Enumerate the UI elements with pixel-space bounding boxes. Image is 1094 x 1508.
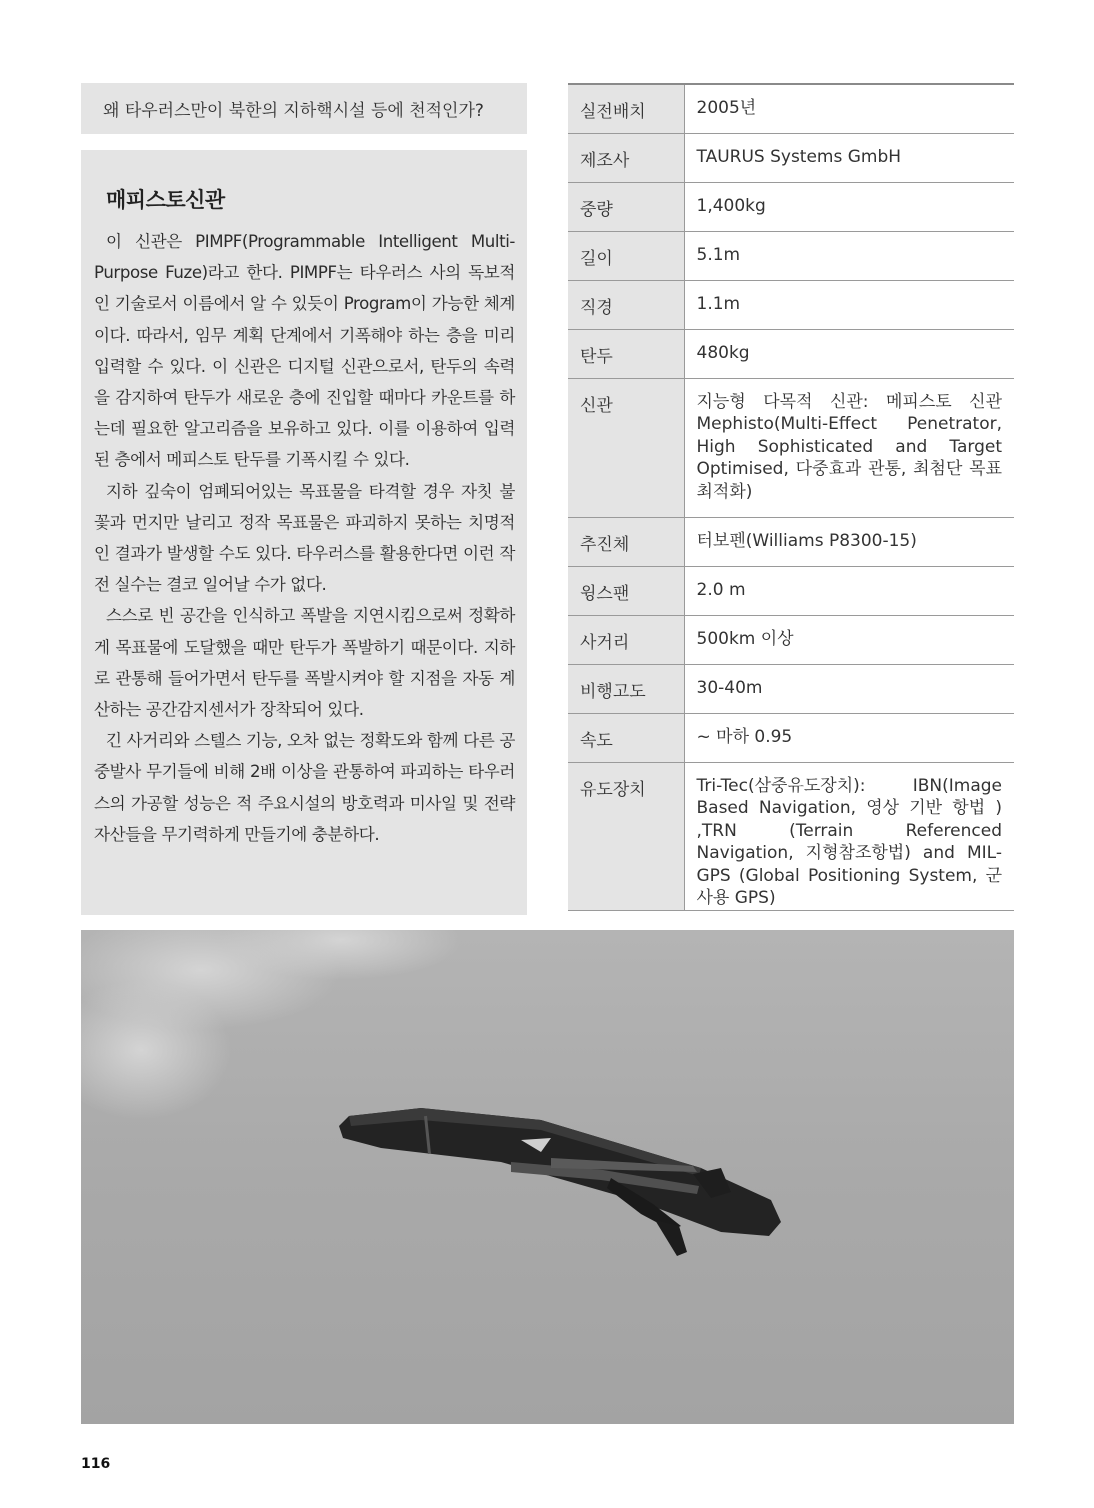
spec-row: [568, 231, 1014, 280]
spec-row: [568, 762, 1014, 910]
missile: [339, 1108, 781, 1256]
spec-label: 신관: [568, 378, 684, 517]
spec-row: [568, 517, 1014, 566]
spec-label: 길이: [568, 231, 684, 280]
spec-row: [568, 133, 1014, 182]
spec-value: Tri-Tec(삼중유도장치): IBN(Image Based Navigation, 영상 기반 항법 ) ,TRN (Terrain Referenced Navigation, 지형참조항법) and MIL-GPS (Global Positioning System, 군사용 GPS): [684, 762, 1014, 910]
article-paragraph: 이 신관은 PIMPF(Programmable Intelligent Multi-Purpose Fuze)라고 한다. PIMPF는 타우러스 사의 독보적인 기술로서 이름에서 알 수 있듯이 Program이 가능한 체계이다. 따라서, 임무 계획 단계에서 기폭해야 하는 층을 미리 입력할 수 있다. 이 신관은 디지털 신관으로서, 탄두의 속력을 감지하여 탄두가 새로운 층에 진입할 때마다 카운트를 하는데 필요한 알고리즘을 보유하고 있다. 이를 이용하여 입력된 층에서 메피스토 탄두를 기폭시킬 수 있다.: [94, 232, 515, 470]
article-title: 매피스토신관: [106, 188, 225, 212]
spec-value: 2005년: [684, 84, 1014, 133]
spec-label: 윙스팬: [568, 566, 684, 615]
article-paragraph: 스스로 빈 공간을 인식하고 폭발을 지연시킴으로써 정확하게 목표물에 도달했을 때만 탄두가 폭발하기 때문이다. 지하로 관통해 들어가면서 탄두를 폭발시켜야 할 지점을 자동 계산하는 공간감지센서가 장착되어 있다.: [94, 606, 515, 720]
spec-row: [568, 182, 1014, 231]
spec-label: 탄두: [568, 329, 684, 378]
spec-row: [568, 84, 1014, 133]
page-number: 116: [81, 1456, 111, 1472]
spec-row: [568, 713, 1014, 762]
article-paragraph: 지하 깊숙이 엄폐되어있는 목표물을 타격할 경우 자칫 불꽃과 먼지만 날리고 정작 목표물은 파괴하지 못하는 치명적인 결과가 발생할 수도 있다. 타우러스를 활용한다면 이런 작전 실수는 결코 일어날 수가 없다.: [94, 481, 515, 595]
missile-illustration: [81, 930, 1014, 1424]
spec-value: 2.0 m: [684, 566, 1014, 615]
article-paragraph: 긴 사거리와 스텔스 기능, 오차 없는 정확도와 함께 다른 공중발사 무기들에 비해 2배 이상을 관통하여 파괴하는 타우러스의 가공할 성능은 적 주요시설의 방호력과 미사일 및 전략자산들을 무기력하게 만들기에 충분하다.: [94, 731, 515, 844]
spec-value: ~ 마하 0.95: [684, 713, 1014, 762]
spec-label: 추진체: [568, 517, 684, 566]
article-box: [81, 150, 527, 915]
spec-row: [568, 615, 1014, 664]
spec-label: 속도: [568, 713, 684, 762]
spec-row: [568, 566, 1014, 615]
spec-label: 비행고도: [568, 664, 684, 713]
spec-table: [568, 83, 1014, 911]
question-text: 왜 타우러스만이 북한의 지하핵시설 등에 천적인가?: [103, 101, 484, 121]
spec-value: 1.1m: [684, 280, 1014, 329]
question-box: [81, 83, 527, 134]
spec-label: 직경: [568, 280, 684, 329]
spec-value: 5.1m: [684, 231, 1014, 280]
spec-value: 480kg: [684, 329, 1014, 378]
spec-value: 터보펜(Williams P8300-15): [684, 517, 1014, 566]
spec-row: [568, 664, 1014, 713]
spec-label: 사거리: [568, 615, 684, 664]
spec-value: 500km 이상: [684, 615, 1014, 664]
spec-value: 지능형 다목적 신관: 메피스토 신관 Mephisto(Multi-Effect Penetrator, High Sophisticated and Target Optimised, 다중효과 관통, 최첨단 목표 최적화): [684, 378, 1014, 517]
spec-row: [568, 280, 1014, 329]
spec-label: 유도장치: [568, 762, 684, 910]
spec-row: [568, 378, 1014, 517]
missile-photo: [81, 930, 1014, 1424]
spec-label: 중량: [568, 182, 684, 231]
spec-label: 실전배치: [568, 84, 684, 133]
article-body: [94, 226, 515, 850]
spec-value: TAURUS Systems GmbH: [684, 133, 1014, 182]
spec-row: [568, 329, 1014, 378]
spec-value: 1,400kg: [684, 182, 1014, 231]
spec-value: 30-40m: [684, 664, 1014, 713]
spec-label: 제조사: [568, 133, 684, 182]
